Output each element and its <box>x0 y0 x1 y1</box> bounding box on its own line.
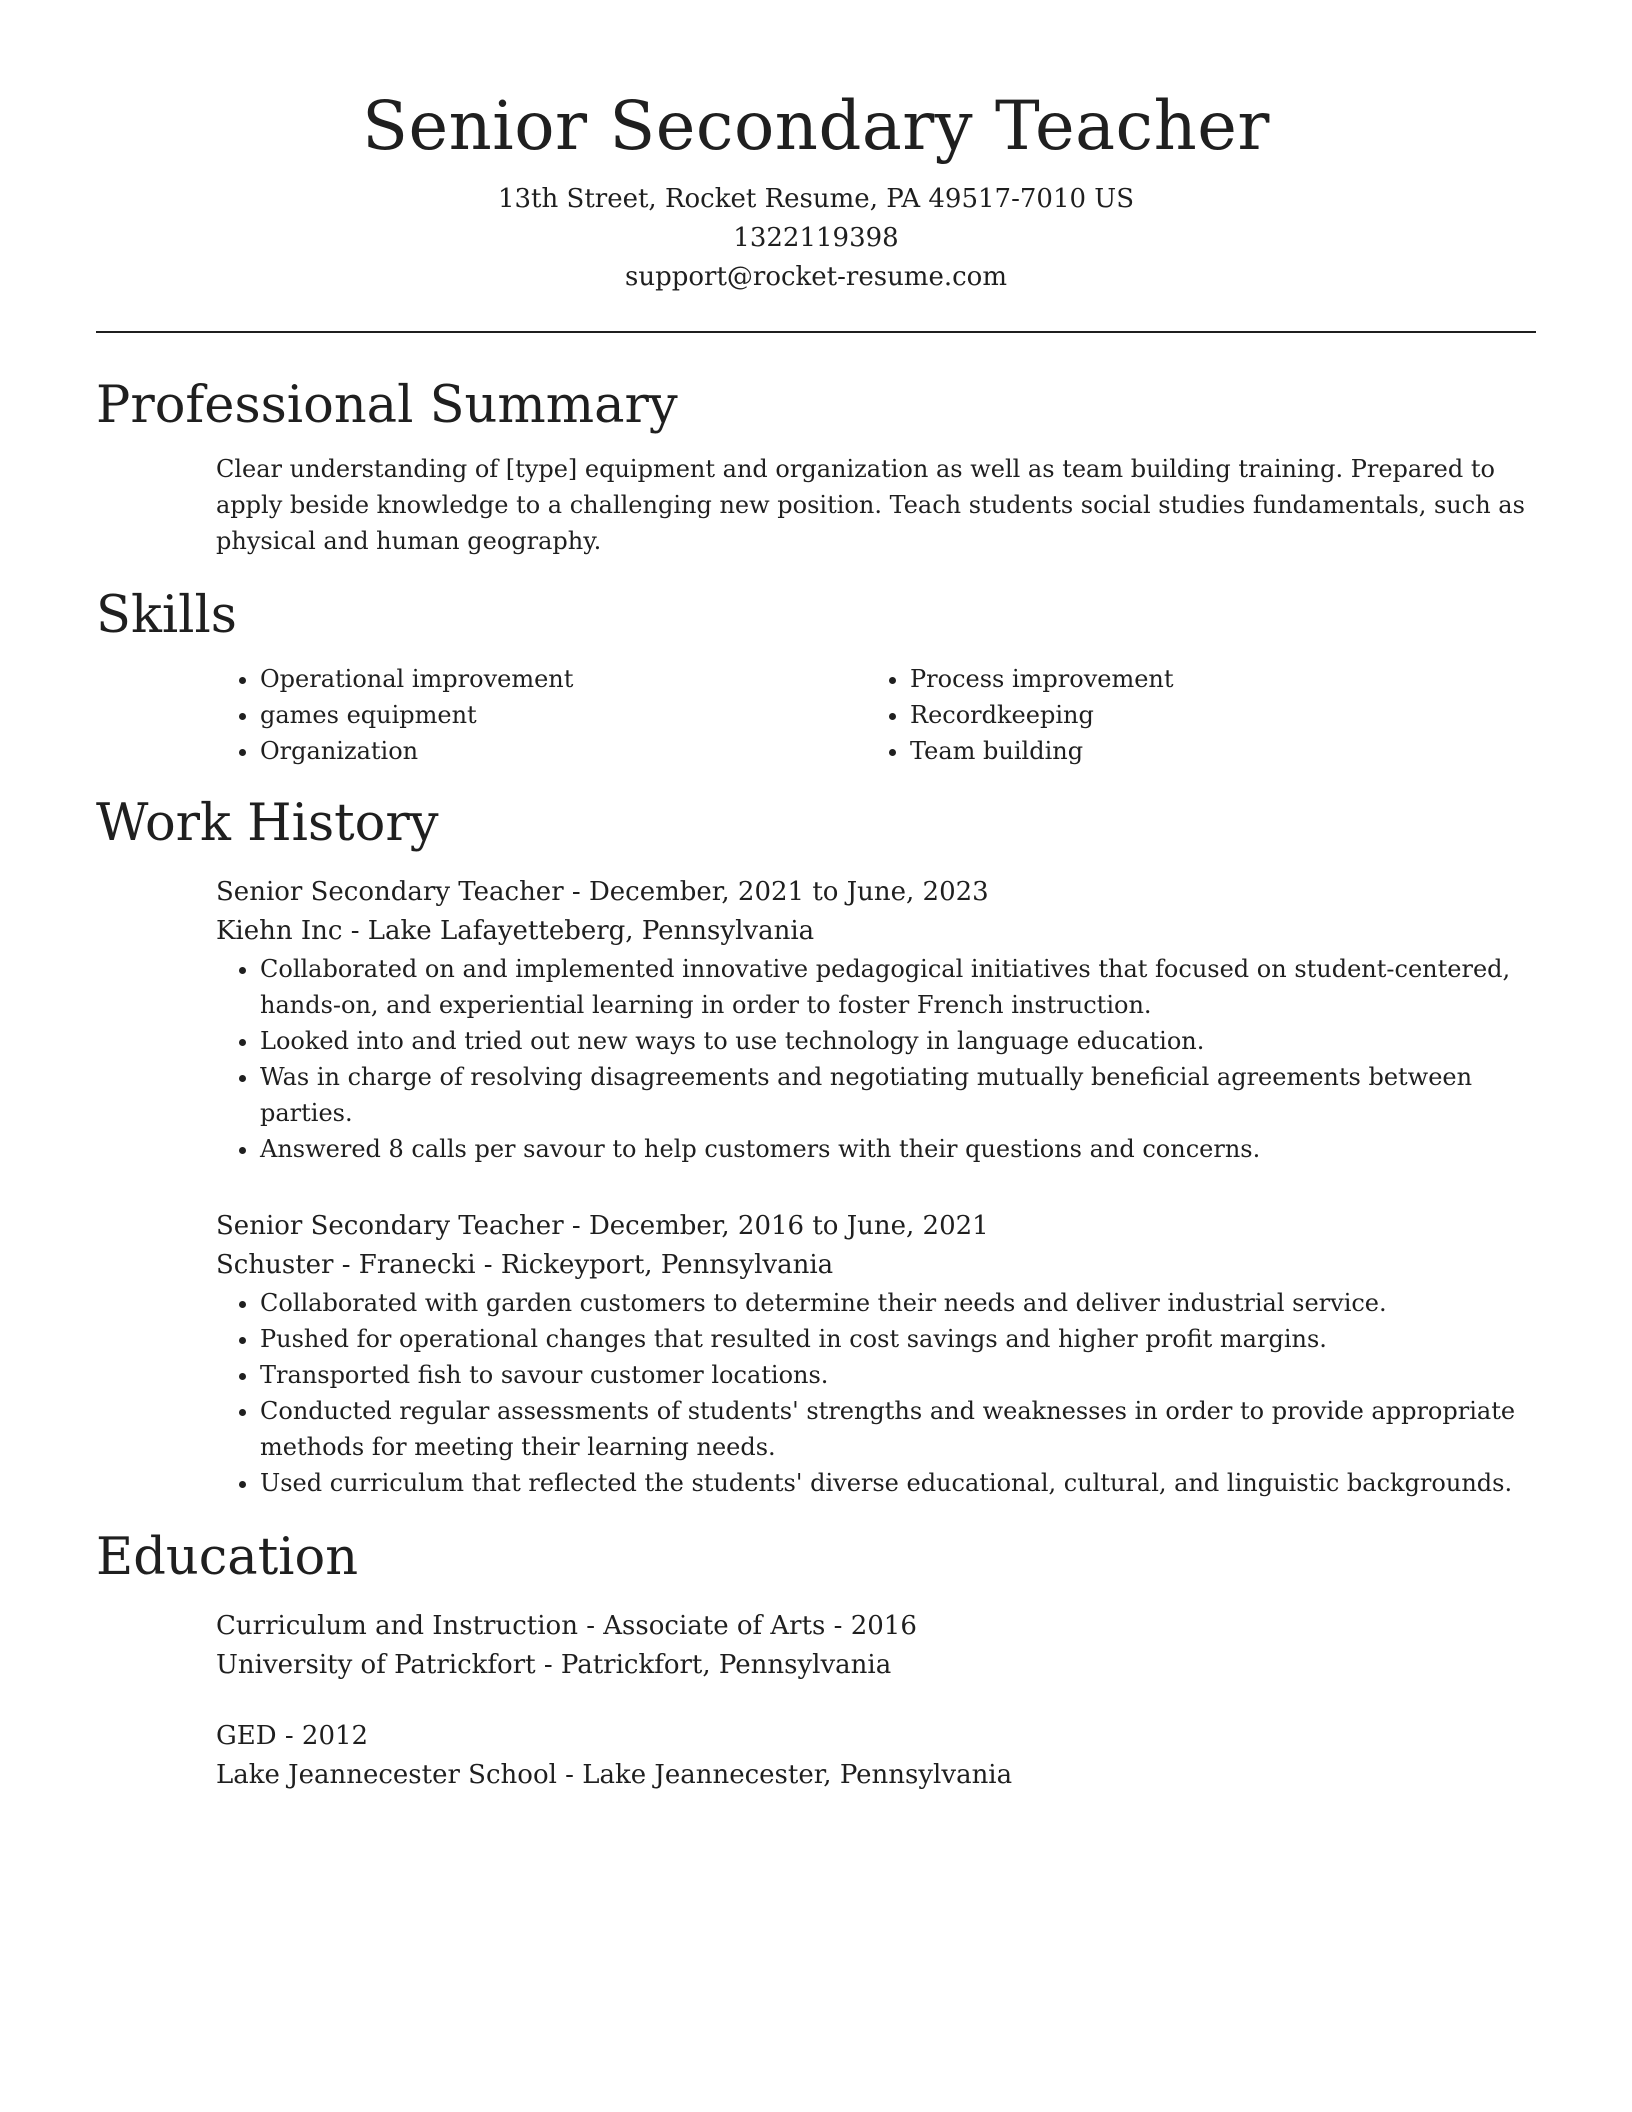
job-entry <box>216 873 1536 1167</box>
education-location: - Patrickfort, Pennsylvania <box>535 1650 892 1680</box>
education-school-line <box>216 1756 1536 1795</box>
education-year: - 2012 <box>276 1721 369 1751</box>
job-bullet: • Looked into and tried out new ways to use technology in language education. <box>260 1023 1536 1059</box>
skill-item: • Organization <box>260 733 866 769</box>
work-history-section <box>96 793 1536 1501</box>
job-bullet: • Answered 8 calls per savour to help customers with their questions and concerns. <box>260 1131 1536 1167</box>
skills-column-right <box>866 661 1516 769</box>
education-section <box>96 1527 1536 1795</box>
job-bullet: • Used curriculum that reflected the students' diverse educational, cultural, and linguistic backgrounds. <box>260 1465 1536 1501</box>
job-title-line <box>216 1207 1536 1246</box>
job-dates: - December, 2016 to June, 2021 <box>563 1211 989 1241</box>
work-history-heading: Work History <box>96 794 439 853</box>
job-title-line <box>216 873 1536 912</box>
education-degree: GED <box>216 1721 277 1751</box>
skill-item: • Process improvement <box>910 661 1516 697</box>
skills-section <box>96 585 1536 769</box>
job-location: - Rickeyport, Pennsylvania <box>475 1250 834 1280</box>
job-bullet: • Pushed for operational changes that resulted in cost savings and higher profit margins. <box>260 1321 1536 1357</box>
skills-grid <box>216 661 1536 769</box>
summary-text: Clear understanding of [type] equipment and organization as well as team building training. Prepared to apply beside knowledge to a challenging new position. Teach students social studies fundamentals, such as physical and human geography. <box>216 455 1525 555</box>
job-company: Schuster - Franecki <box>216 1250 476 1280</box>
education-location: - Lake Jeannecester, Pennsylvania <box>556 1760 1013 1790</box>
education-year: - 2016 <box>825 1611 917 1641</box>
job-role: Senior Secondary Teacher <box>216 877 564 907</box>
address-text: 13th Street, Rocket Resume, PA 49517-7010 US <box>497 184 1135 214</box>
education-entry <box>216 1717 1536 1795</box>
job-bullets <box>216 951 1536 1167</box>
job-bullets <box>216 1285 1536 1501</box>
phone-text: 1322119398 <box>733 223 899 253</box>
header-divider <box>96 331 1536 333</box>
page-title: Senior Secondary Teacher <box>362 87 1270 165</box>
job-bullet: • Was in charge of resolving disagreements and negotiating mutually beneficial agreements between parties. <box>260 1059 1536 1131</box>
job-bullet: • Collaborated with garden customers to determine their needs and deliver industrial service. <box>260 1285 1536 1321</box>
resume-header <box>96 0 1536 297</box>
skills-heading: Skills <box>96 586 237 645</box>
job-company-line <box>216 1246 1536 1285</box>
education-school: Lake Jeannecester School <box>216 1760 557 1790</box>
job-bullet: • Conducted regular assessments of students' strengths and weaknesses in order to provide appropriate methods for meeting their learning needs. <box>260 1393 1536 1465</box>
job-bullet: • Collaborated on and implemented innovative pedagogical initiatives that focused on student-centered, hands-on, and experiential learning in order to foster French instruction. <box>260 951 1536 1023</box>
education-heading: Education <box>96 1528 359 1587</box>
skill-item: • Recordkeeping <box>910 697 1516 733</box>
skill-item: • Operational improvement <box>260 661 866 697</box>
summary-section <box>96 375 1536 559</box>
job-entry <box>216 1207 1536 1501</box>
education-school-line <box>216 1646 1536 1685</box>
skills-column-left <box>216 661 866 769</box>
education-degree-line <box>216 1717 1536 1756</box>
job-company-line <box>216 912 1536 951</box>
job-role: Senior Secondary Teacher <box>216 1211 564 1241</box>
education-degree-line <box>216 1607 1536 1646</box>
job-company: Kiehn Inc <box>216 916 343 946</box>
contact-info <box>96 180 1536 297</box>
education-school: University of Patrickfort <box>216 1650 536 1680</box>
summary-heading: Professional Summary <box>96 376 678 435</box>
skill-item: • games equipment <box>260 697 866 733</box>
email-text: support@rocket-resume.com <box>624 262 1007 292</box>
education-degree: Curriculum and Instruction - Associate of Arts <box>216 1611 826 1641</box>
job-location: - Lake Lafayetteberg, Pennsylvania <box>342 916 815 946</box>
skill-item: • Team building <box>910 733 1516 769</box>
job-bullet: • Transported fish to savour customer locations. <box>260 1357 1536 1393</box>
education-entry <box>216 1607 1536 1685</box>
job-dates: - December, 2021 to June, 2023 <box>563 877 989 907</box>
